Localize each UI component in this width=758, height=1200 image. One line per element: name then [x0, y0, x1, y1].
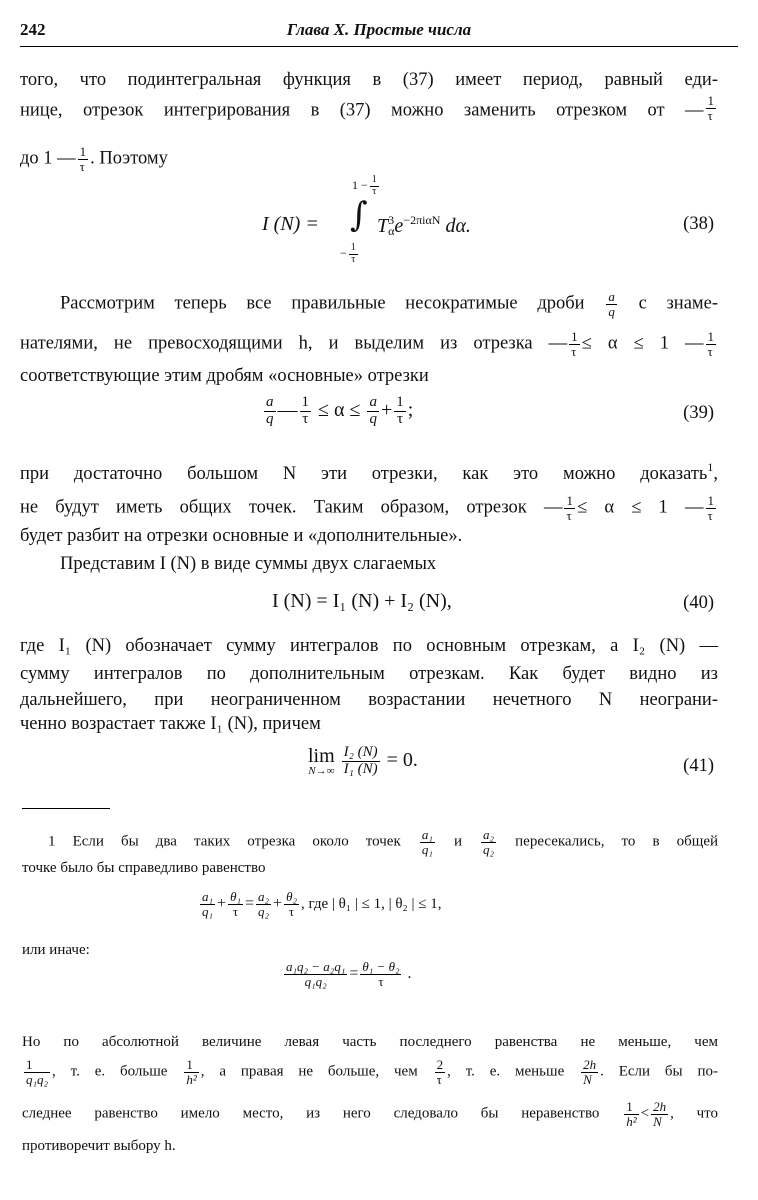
- text-line: будет разбит на отрезки основные и «дополнительные».: [20, 526, 463, 546]
- equation-number: (38): [683, 214, 714, 234]
- text-line: нателями, не превосходящими h, и выделим из отрезка — $\frac{1}{\tau}$ ≤ α ≤ 1 — $\frac{1}{\tau}$: [20, 329, 714, 359]
- text-line: не будут иметь общих точек. Таким образом, отрезок — $\frac{1}{\tau}$ ≤ α ≤ 1 — $\frac{1}{\tau}$: [20, 493, 715, 523]
- text-line: дальнейшего, при неограниченном возрастании нечетного N неограни-: [20, 690, 718, 710]
- equation-number: (40): [683, 593, 714, 613]
- equation-number: (41): [683, 756, 714, 776]
- text-line: ченно возрастает также I₁ (N), причем: [20, 714, 321, 734]
- footnote-line: 1 Если бы два таких отрезка около точек $\frac{\text{a₁}}{\text{q₁}}$ и $\frac{\text{a₂}}{\text{q₂}}$ пересекались, то в общей: [48, 827, 719, 857]
- equation-41: lim N→∞ $\frac{\text{I₂ (N)}}{\text{I₁ (N)}}$ = 0.: [308, 744, 418, 777]
- text-line: сумму интегралов по дополнительным отрезкам. Как будет видно из: [20, 664, 718, 684]
- footnote-line: противоречит выбору h.: [22, 1138, 176, 1154]
- text-line: Рассмотрим теперь все правильные несократимые дроби $\frac{a}{q}$ с знаме-: [60, 289, 719, 319]
- footnote-line: следнее равенство имело место, из него следовало бы неравенство $\frac{1}{\text{h²}}$ < $\frac{2h}{N}$ , что: [22, 1099, 719, 1129]
- text-line: нице, отрезок интегрирования в (37) можно заменить отрезком от — $\frac{1}{\tau}$: [20, 93, 714, 123]
- text-line: того, что подинтегральная функция в (37) имеет период, равный еди-: [20, 70, 718, 90]
- running-title: Глава X. Простые числа: [286, 20, 472, 39]
- book-page: 242 Глава X. Простые числа того, что подинтегральная функция в (37) имеет период, равный еди- нице, отрезок интегрирования в (37) можно заменить отрезком от — $\frac{1}{\tau}$ до 1 — $\frac{1}{\tau}$ . Поэтому I (N) = 1 − $\frac{1}{\tau}$ ∫ − $\frac{1}{\tau}$ $T^3_\alpha e^{-2\pi i\alpha N}$ dα. (38) Рассмотрим теперь все правильные несократимые дроби $\frac{a}{q}$ с знаме- нателями, не превосходящими h, и выделим из отрезка — $\frac{1}{\tau}$ ≤ α ≤ 1 — $\frac{1}{\tau}$ соответствующие этим дробям «основные» отрезки $\frac{a}{q}$ — $\frac{1}{\tau}$ ≤ α ≤ $\frac{a}{q}$ + $\frac{1}{\tau}$ ; (39) при достаточно большом N эти отрезки, как это можно доказать$^1$, не будут иметь общих точек. Таким образом, отрезок — $\frac{1}{\tau}$ ≤ α ≤ 1 — $\frac{1}{\tau}$ будет разбит на отрезки основные и «дополнительные». Представим I (N) в виде суммы двух слагаемых I (N) = I₁ (N) + I₂ (N), (40) где I₁ (N) обозначает сумму интегралов по основным отрезкам, а I₂ (N) — сумму интегралов по дополнительным отрезкам. Как будет видно из дальнейшего, при неограниченном возрастании нечетного N неограни- ченно возрастает также I₁ (N), причем lim N→∞ $\frac{\text{I₂ (N)}}{\text{I₁ (N)}}$ = 0. (41) 1 Если бы два таких отрезка около точек $\frac{\text{a₁}}{\text{q₁}}$ и $\frac{\text{a₂}}{\text{q₂}}$ пересекались, то в общей точке было бы справедливо равенство $\frac{\text{a₁}}{\text{q₁}}$ + $\frac{\text{θ₁}}{\tau}$ = $\frac{\text{a₂}}{\text{q₂}}$ + $\frac{\text{θ₂}}{\tau}$ , где | θ₁ | ≤ 1, | θ₂ | ≤ 1, или иначе: $\frac{\text{a₁q₂ − a₂q₁}}{\text{q₁q₂}}$ = $\frac{\text{θ₁ − θ₂}}{\tau}$ . Но по абсолютной величине левая часть последнего равенства не меньше, чем $\frac{1}{\text{q₁q₂}}$ , т. е. больше $\frac{1}{\text{h²}}$ , а правая не больше, чем $\frac{2}{\tau}$ , т. е. меньше $\frac{2h}{N}$ . Если бы по- следнее равенство имело место, из него следовало бы неравенство $\frac{1}{\text{h²}}$ < $\frac{2h}{N}$ , что противоречит выбору h.: [0, 0, 758, 1200]
- text-line: при достаточно большом N эти отрезки, как это можно доказать$^1$,: [20, 460, 718, 484]
- text-line: Представим I (N) в виде суммы двух слагаемых: [60, 554, 437, 574]
- equation-39: $\frac{a}{q}$ — $\frac{1}{\tau}$ ≤ α ≤ $\frac{a}{q}$ + $\frac{1}{\tau}$ ;: [266, 394, 414, 427]
- page-number: 242: [20, 20, 46, 39]
- footnote-line: Но по абсолютной величине левая часть последнего равенства не меньше, чем: [22, 1034, 718, 1050]
- footnote-line: $\frac{1}{\text{q₁q₂}}$ , т. е. больше $\frac{1}{\text{h²}}$ , а правая не больше, чем $\frac{2}{\tau}$ , т. е. меньше $\frac{2h}{N}$ . Если бы по-: [26, 1057, 719, 1087]
- footnote-marker: 1: [707, 460, 714, 474]
- equation-40: I (N) = I₁ (N) + I₂ (N),: [272, 590, 452, 612]
- footnote-rule: [22, 808, 110, 809]
- footnote-line: точке было бы справедливо равенство: [22, 860, 266, 876]
- footnote-equation: $\frac{\text{a₁q₂ − a₂q₁}}{\text{q₁q₂}}$ = $\frac{\text{θ₁ − θ₂}}{\tau}$ .: [286, 959, 412, 989]
- text-line: соответствующие этим дробям «основные» отрезки: [20, 366, 429, 386]
- footnote-equation: $\frac{\text{a₁}}{\text{q₁}}$ + $\frac{\text{θ₁}}{\tau}$ = $\frac{\text{a₂}}{\text{q₂}}$ + $\frac{\text{θ₂}}{\tau}$ , где | θ₁ | ≤ 1, | θ₂ | ≤ 1,: [202, 889, 442, 919]
- page-header: [20, 18, 738, 47]
- footnote-line: или иначе:: [22, 942, 90, 958]
- equation-number: (39): [683, 403, 714, 423]
- text-line: до 1 — $\frac{1}{\tau}$ . Поэтому: [20, 144, 168, 174]
- text-line: где I₁ (N) обозначает сумму интегралов по основным отрезкам, а I₂ (N) —: [20, 636, 718, 656]
